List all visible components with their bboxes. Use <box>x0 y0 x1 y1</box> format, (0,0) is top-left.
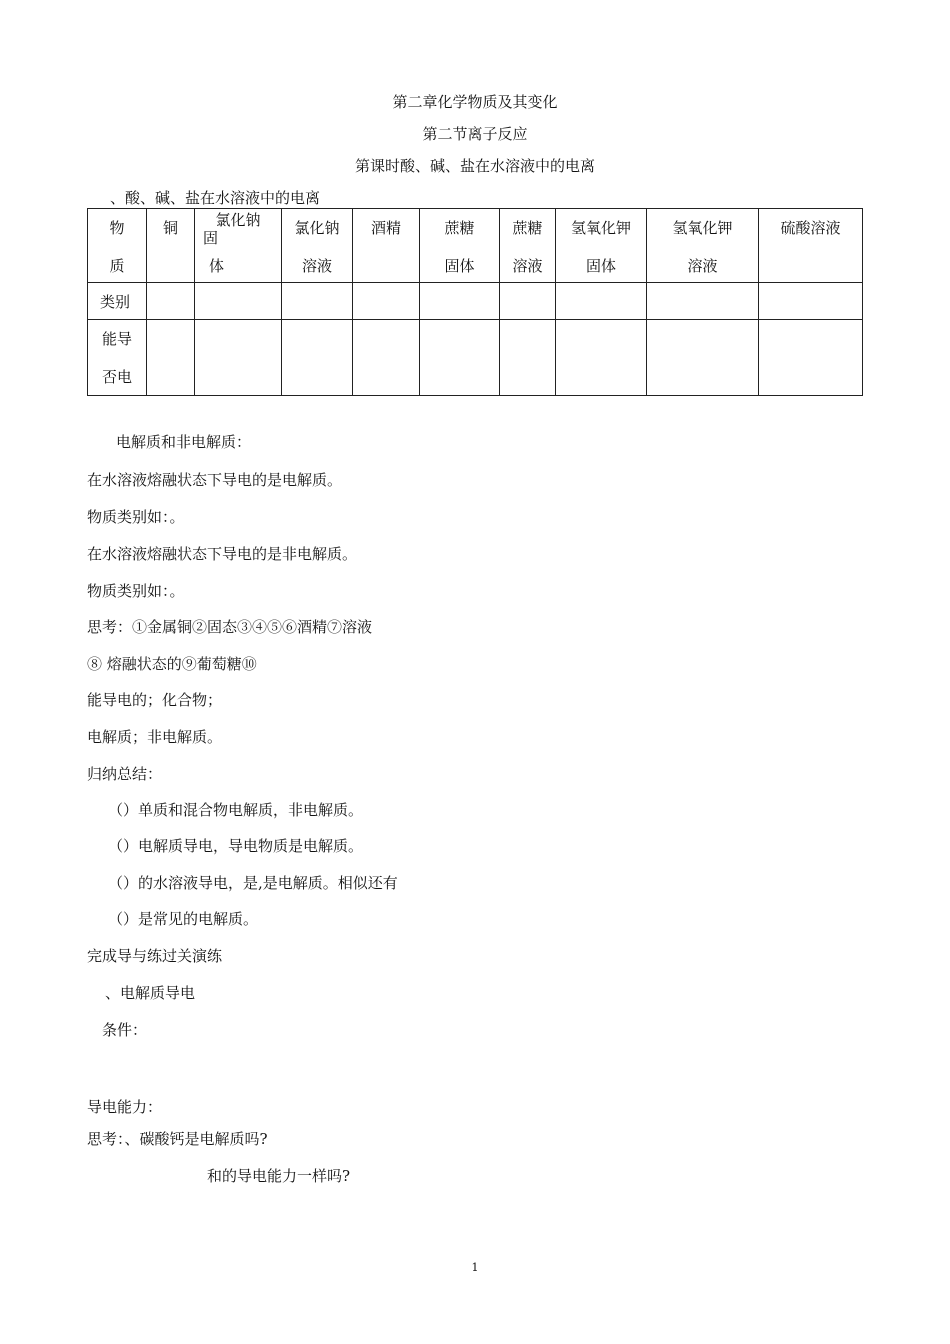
text-line: 完成导与练过关演练 <box>87 947 223 965</box>
summary-item: （）单质和混合物电解质，非电解质。 <box>108 801 364 819</box>
text-line: 物质类别如：。 <box>87 582 185 600</box>
text-line: ⑧ 熔融状态的⑨葡萄糖⑩ <box>87 655 257 673</box>
text-line: 能导电的；化合物； <box>87 691 223 709</box>
table-row-conductivity <box>88 320 863 396</box>
row-label-category: 类别 <box>88 283 147 320</box>
text-line: 条件： <box>102 1021 148 1039</box>
header-cell-sulfuric-acid: 硫酸溶液 <box>759 209 863 283</box>
page-number: 1 <box>471 1261 479 1274</box>
header-cell-copper: 铜 <box>147 209 195 283</box>
part1-heading: 、酸、碱、盐在水溶液中的电离 <box>110 189 321 207</box>
header-cell-alcohol: 酒精 <box>353 209 420 283</box>
text-line: 物质类别如：。 <box>87 508 185 526</box>
text-line: 在水溶液熔融状态下导电的是非电解质。 <box>87 545 358 563</box>
table-header-row <box>88 209 863 283</box>
electrolyte-heading: 电解质和非电解质： <box>116 433 252 451</box>
row-label-conductivity: 能导 否电 <box>88 320 147 396</box>
lesson-title: 第课时酸、碱、盐在水溶液中的电离 <box>354 157 595 175</box>
text-line: 在水溶液熔融状态下导电的是电解质。 <box>87 471 343 489</box>
summary-item: （）是常见的电解质。 <box>108 910 259 928</box>
header-cell-sucrose-solid: 蔗糖 固体 <box>420 209 500 283</box>
summary-item: （）电解质导电，导电物质是电解质。 <box>108 837 364 855</box>
header-cell-nacl-solution: 氯化钠 溶液 <box>282 209 353 283</box>
header-cell-koh-solid: 氢氧化钾 固体 <box>556 209 647 283</box>
section-title: 第二节离子反应 <box>422 125 528 143</box>
summary-heading: 归纳总结： <box>87 765 163 783</box>
think-question: 和的导电能力一样吗? <box>207 1167 351 1185</box>
header-cell-sucrose-solution: 蔗糖 溶液 <box>500 209 556 283</box>
think-question: 思考：①金属铜②固态③④⑤⑥酒精⑦溶液 <box>87 618 373 636</box>
summary-item: （）的水溶液导电，是,是电解质。相似还有 <box>108 874 398 892</box>
table-row-category <box>88 283 863 320</box>
part2-heading: 、电解质导电 <box>105 984 196 1002</box>
text-line: 导电能力： <box>87 1098 163 1116</box>
chapter-title: 第二章化学物质及其变化 <box>392 93 558 111</box>
think-question: 思考：、碳酸钙是电解质吗? <box>87 1130 268 1148</box>
text-line: 电解质；非电解质。 <box>87 728 223 746</box>
electrolyte-table <box>87 208 863 396</box>
header-cell-nacl-solid: 氯化钠 固 体 <box>195 209 282 283</box>
header-cell-koh-solution: 氢氧化钾 溶液 <box>647 209 759 283</box>
header-cell-substance: 物 质 <box>88 209 147 283</box>
